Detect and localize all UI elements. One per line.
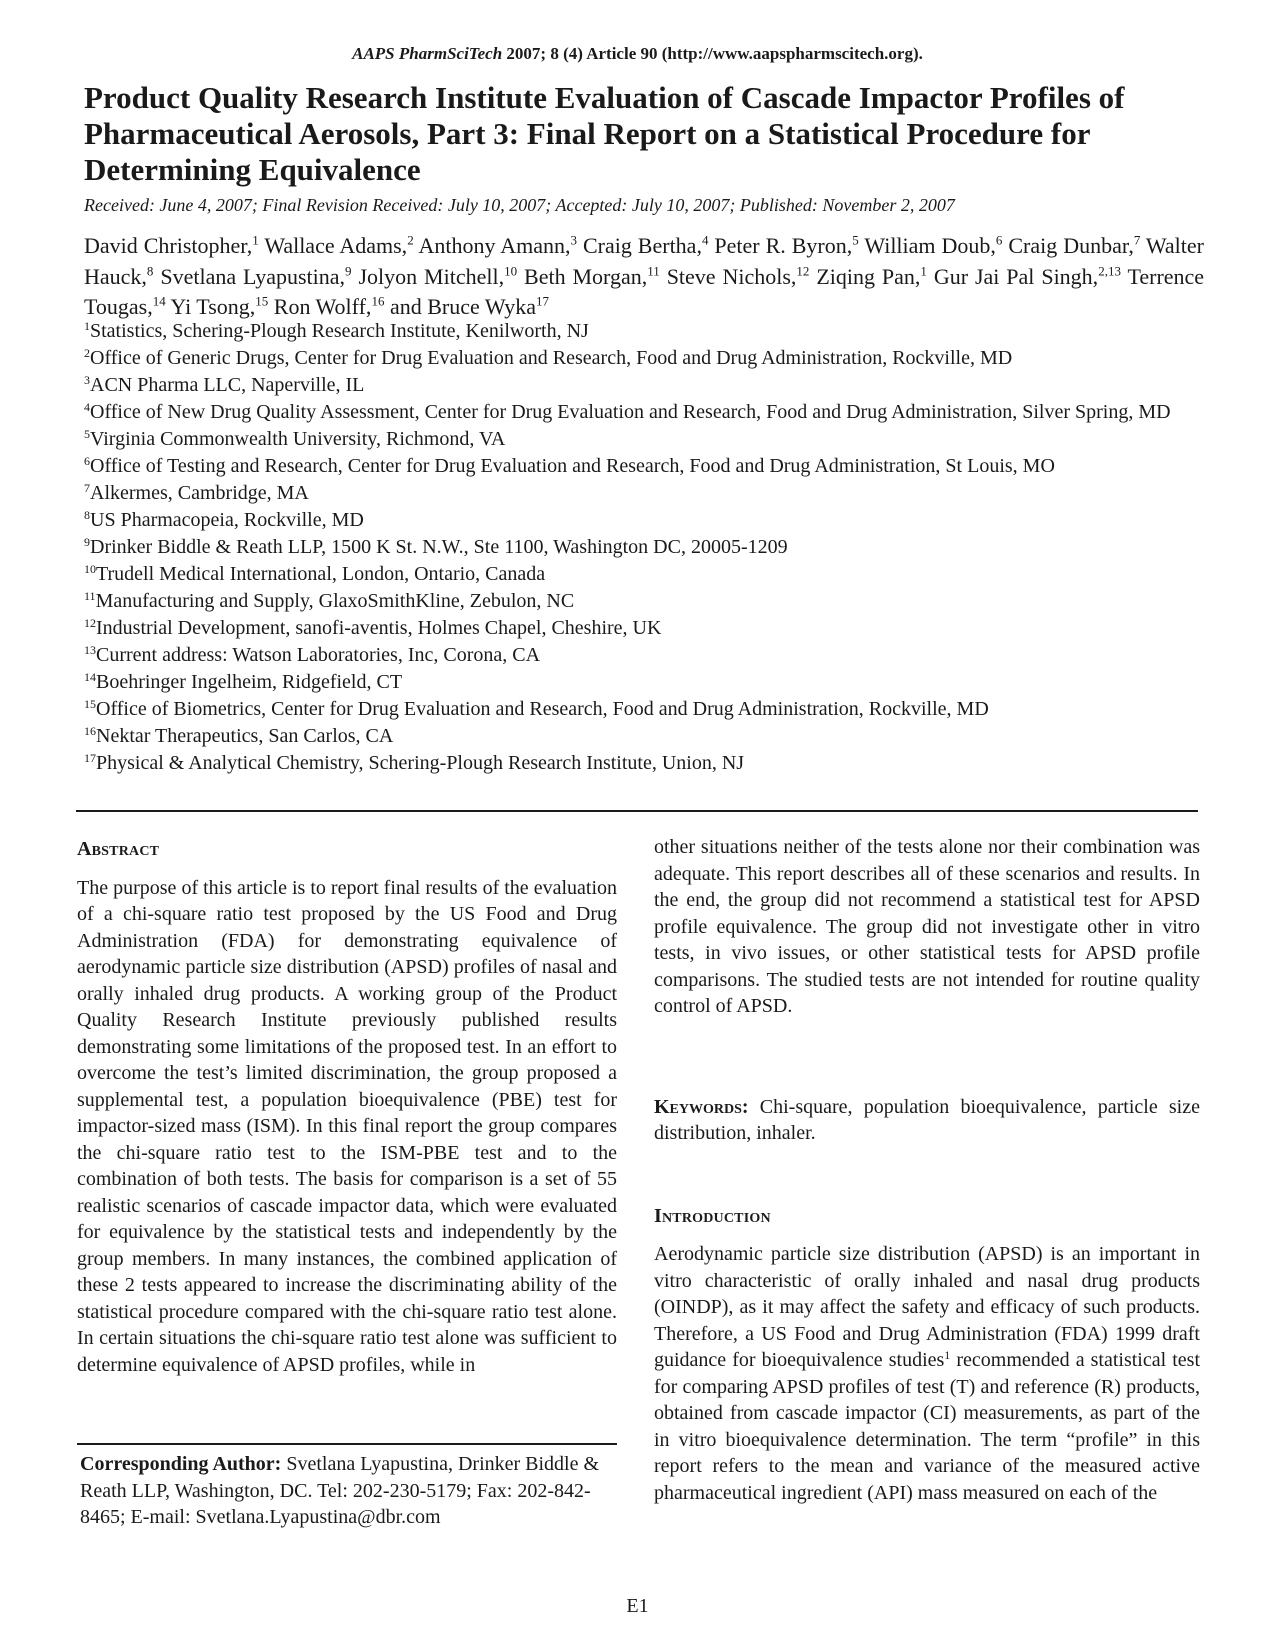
corresponding-author-text: Svetlana Lyapustina, Drinker Biddle & Reath LLP, Washington, DC. Tel: 202-230-5179; Fax: 202-842-8465; E-mail: Svetlana.Lyapustina@dbr.com: [80, 1453, 600, 1528]
affiliation-number: 16: [84, 724, 96, 738]
author-affiliation-marker: 1: [252, 233, 259, 248]
author-affiliation-marker: 7: [1133, 233, 1141, 248]
affiliation-text: Office of Generic Drugs, Center for Drug Evaluation and Research, Food and Drug Administration, Rockville, MD: [90, 347, 1013, 369]
keywords: [654, 1094, 1200, 1147]
author-affiliation-marker: 10: [504, 263, 518, 279]
abstract-heading: Abstract: [77, 838, 160, 860]
introduction-text-part2: recommended a statistical test for comparing APSD profiles of test (T) and reference (R) products, obtained from cascade impactor (CI) measurements, as part of the in vitro bioequivalence determination. The term “profile” in this report refers to the mean and variance of the measured active pharmaceutical ingredient (API) mass measured on each of the: [654, 1349, 1200, 1504]
author-affiliation-marker: 8: [146, 263, 154, 279]
author-affiliation-marker: 12: [796, 263, 810, 279]
author-affiliation-marker: 9: [345, 263, 352, 279]
affiliation: [84, 534, 1214, 561]
author: [583, 233, 709, 258]
affiliation-number: 8: [84, 508, 90, 522]
author-affiliation-marker: 16: [371, 293, 385, 309]
author-affiliation-marker: 2: [407, 233, 414, 248]
author-name: Craig Dunbar,: [1008, 233, 1134, 259]
author-affiliation-marker: 2,13: [1098, 263, 1121, 279]
journal-header: [0, 44, 1275, 64]
affiliation-number: 5: [84, 427, 90, 441]
affiliation-text: ACN Pharma LLC, Naperville, IL: [90, 374, 365, 396]
affiliation-number: 14: [84, 670, 96, 684]
author-list: [84, 228, 1204, 319]
author-name: Walter Hauck,: [84, 233, 1204, 289]
affiliation-text: Drinker Biddle & Reath LLP, 1500 K St. N.W., Ste 1100, Washington DC, 20005-1209: [90, 536, 788, 558]
author-name: William Doub,: [864, 233, 996, 259]
author: [714, 233, 858, 258]
author-affiliation-marker: 5: [852, 233, 859, 248]
affiliation-number: 15: [84, 697, 96, 711]
affiliation: [84, 426, 1214, 453]
affiliation: [84, 372, 1214, 399]
affiliation-text: Physical & Analytical Chemistry, Schering-Plough Research Institute, Union, NJ: [96, 752, 745, 774]
author-name: Wallace Adams,: [264, 233, 408, 259]
affiliation: [84, 453, 1214, 480]
abstract-text: The purpose of this article is to report final results of the evaluation of a chi-square ratio test proposed by the US Food and Drug Administration (FDA) for demonstrating equivalence of aerodynamic particle size distribution (APSD) profiles of nasal and orally inhaled drug products. A working group of the Product Quality Research Institute previously published results demonstrating some limitations of the proposed test. In an effort to overcome the test’s limited discrimination, the group proposed a supplemental test, a population bioequivalence (PBE) test for impactor-sized mass (ISM). In this final report the group compares the chi-square ratio test to the ISM-PBE test and to the combination of both tests. The basis for comparison is a set of 55 realistic scenarios of cascade impactor data, which were evaluated for equivalence by the statistical tests and independently by the group members. In many instances, the combined application of these 2 tests appeared to increase the discriminating ability of the statistical procedure compared with the chi-square ratio test alone. In certain situations the chi-square ratio test alone was sufficient to determine equivalence of APSD profiles, while in: [77, 876, 617, 1376]
affiliation-text: Nektar Therapeutics, San Carlos, CA: [96, 725, 394, 747]
author-affiliation-marker: 4: [701, 233, 709, 248]
affiliation: [84, 588, 1214, 615]
author: [160, 264, 351, 289]
affiliation-text: Alkermes, Cambridge, MA: [90, 482, 309, 504]
affiliation-number: 10: [84, 562, 96, 576]
abstract-continued: other situations neither of the tests alone nor their combination was adequate. This report describes all of these scenarios and results. In the end, the group did not recommend a statistical test for APSD profile equivalence. The group did not investigate other in vitro tests, in vivo issues, or other statistical tests for APSD profile comparisons. The studied tests are not intended for routine quality control of APSD.: [654, 836, 1200, 1017]
author-name: Anthony Amann,: [418, 233, 571, 259]
affiliation: [84, 345, 1214, 372]
affiliation: [84, 507, 1214, 534]
affiliation-text: Boehringer Ingelheim, Ridgefield, CT: [96, 671, 403, 693]
author-name: Peter R. Byron,: [714, 233, 853, 259]
affiliation-text: Virginia Commonwealth University, Richmond, VA: [90, 428, 506, 450]
affiliation: [84, 480, 1214, 507]
affiliation-number: 1: [84, 319, 90, 333]
author: [1008, 233, 1140, 258]
author-name: Steve Nichols,: [666, 263, 797, 289]
affiliation-number: 2: [84, 346, 90, 360]
affiliation: [84, 750, 1214, 777]
author: [864, 233, 1002, 258]
affiliation-number: 17: [84, 751, 96, 765]
author-affiliation-marker: 15: [255, 293, 269, 309]
author: [524, 264, 660, 289]
author-affiliation-marker: 11: [647, 263, 660, 279]
affiliation: [84, 723, 1214, 750]
affiliation-number: 6: [84, 454, 90, 468]
affiliation-text: US Pharmacopeia, Rockville, MD: [90, 509, 364, 531]
keywords-label: Keywords:: [654, 1095, 749, 1118]
affiliation-number: 11: [84, 589, 96, 603]
author-name: Terrence Tougas,: [84, 263, 1205, 319]
author: [418, 233, 577, 258]
author: [274, 294, 385, 319]
affiliation: [84, 615, 1214, 642]
affiliation: [84, 696, 1214, 723]
affiliation-text: Current address: Watson Laboratories, Inc, Corona, CA: [96, 644, 541, 666]
author: [816, 264, 927, 289]
author-name: Beth Morgan,: [524, 263, 648, 289]
author-affiliation-marker: 1: [920, 263, 927, 279]
author: [358, 264, 517, 289]
affiliation: [84, 669, 1214, 696]
affiliation: [84, 318, 1214, 345]
corresponding-author-label: Corresponding Author:: [80, 1453, 282, 1475]
affiliation-list: [84, 318, 1214, 777]
affiliation-number: 13: [84, 643, 96, 657]
corresponding-author-divider: [77, 1443, 617, 1445]
author: [84, 233, 259, 258]
affiliation-number: 7: [84, 481, 90, 495]
right-column: [654, 834, 1200, 1506]
author-affiliation-marker: 3: [570, 233, 577, 248]
author: [934, 264, 1121, 289]
author-affiliation-marker: 6: [995, 233, 1003, 248]
author: [390, 294, 549, 319]
journal-citation: 2007; 8 (4) Article 90 (http://www.aapspharmscitech.org).: [502, 44, 923, 63]
affiliation-text: Office of New Drug Quality Assessment, Center for Drug Evaluation and Research, Food and Drug Administration, Silver Spring, MD: [90, 401, 1171, 423]
article-dates: Received: June 4, 2007; Final Revision Received: July 10, 2007; Accepted: July 10, 2007; Published: November 2, 2007: [84, 195, 955, 215]
author-name: Yi Tsong,: [170, 293, 256, 319]
corresponding-author: [80, 1451, 620, 1531]
author-name: and Bruce Wyka: [389, 293, 537, 319]
affiliation-text: Manufacturing and Supply, GlaxoSmithKline, Zebulon, NC: [95, 590, 575, 612]
author: [170, 294, 268, 319]
author: [264, 233, 413, 258]
affiliation: [84, 642, 1214, 669]
affiliation-text: Office of Biometrics, Center for Drug Evaluation and Research, Food and Drug Administration, Rockville, MD: [96, 698, 989, 720]
reference-marker[interactable]: 1: [944, 1348, 951, 1362]
author-name: Ziqing Pan,: [816, 263, 921, 289]
affiliation: [84, 561, 1214, 588]
introduction-text-part1: Aerodynamic particle size distribution (APSD) is an important in vitro characteristic of orally inhaled and nasal drug products (OINDP), as it may affect the safety and efficacy of such products. Therefore, a US Food and Drug Administration (FDA) 1999 draft guidance for bioequivalence studies: [654, 1243, 1200, 1371]
author-name: Craig Bertha,: [582, 233, 702, 259]
article-title: Product Quality Research Institute Evaluation of Cascade Impactor Profiles of Pharmaceutical Aerosols, Part 3: Final Report on a Statistical Procedure for Determining Equivalence: [84, 80, 1125, 187]
author-name: Svetlana Lyapustina,: [160, 263, 346, 289]
affiliation: [84, 399, 1214, 426]
keywords-text: Chi-square, population bioequivalence, particle size distribution, inhaler.: [654, 1095, 1200, 1144]
affiliation-number: 4: [84, 400, 90, 414]
affiliation-number: 3: [84, 373, 90, 387]
author-name: David Christopher,: [84, 233, 253, 259]
introduction-heading: Introduction: [654, 1204, 771, 1227]
author: [667, 264, 810, 289]
author-name: Gur Jai Pal Singh,: [933, 263, 1099, 289]
author-name: Jolyon Mitchell,: [358, 263, 505, 289]
affiliation-text: Office of Testing and Research, Center for Drug Evaluation and Research, Food and Drug Administration, St Louis, MO: [90, 455, 1055, 477]
header-divider: [76, 810, 1198, 812]
affiliation-number: 9: [84, 535, 90, 549]
author-affiliation-marker: 17: [536, 293, 550, 309]
affiliation-text: Statistics, Schering-Plough Research Institute, Kenilworth, NJ: [90, 320, 589, 342]
affiliation-text: Industrial Development, sanofi-aventis, Holmes Chapel, Cheshire, UK: [96, 617, 662, 639]
journal-name: AAPS PharmSciTech: [352, 44, 503, 63]
introduction-text: [654, 1241, 1200, 1506]
page-number: E1: [626, 1595, 649, 1617]
affiliation-number: 12: [84, 616, 96, 630]
affiliation-text: Trudell Medical International, London, Ontario, Canada: [96, 563, 546, 585]
author-name: Ron Wolff,: [273, 293, 372, 319]
author-affiliation-marker: 14: [152, 293, 166, 309]
left-column: [77, 836, 617, 1378]
